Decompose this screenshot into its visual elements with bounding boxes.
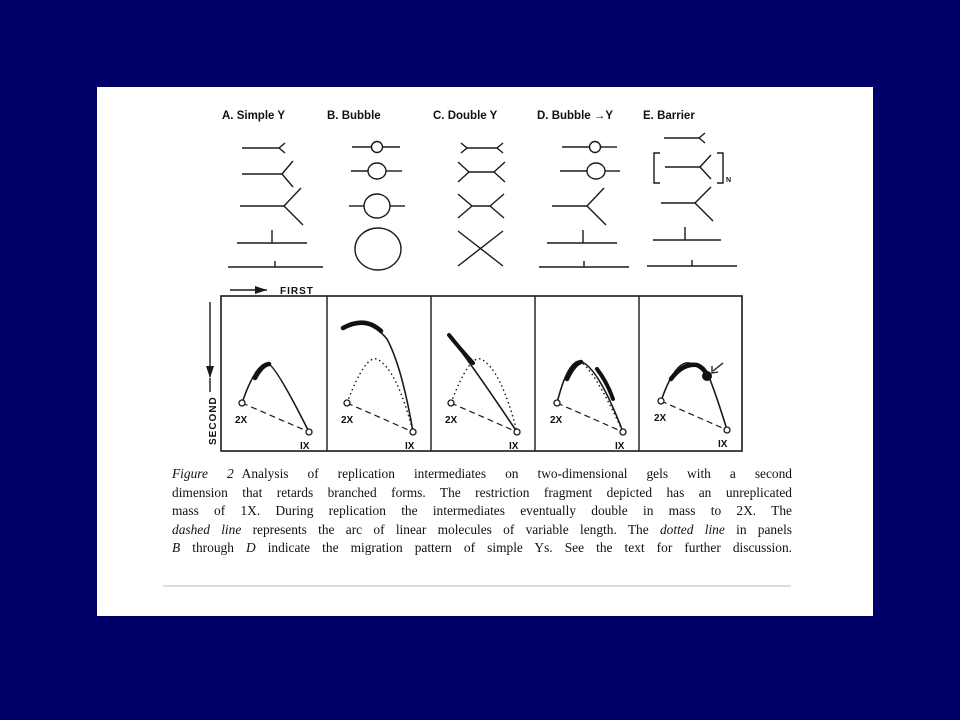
caption-line-4: dashed line represents the arc of linear molecules of variable length. The dotted line in panels xyxy=(172,521,792,537)
gel-panel-e xyxy=(658,363,730,433)
gel-e-2x-label: 2X xyxy=(654,413,667,424)
caption-figure-label: Figure 2 xyxy=(172,466,234,481)
panel-title-a: A. Simple Y xyxy=(222,110,286,122)
double-y-molecules xyxy=(458,143,505,266)
bubble-to-y-molecules xyxy=(539,142,629,268)
gel-c-2x-label: 2X xyxy=(445,415,458,426)
figure-caption xyxy=(172,465,792,558)
first-axis-label: FIRST xyxy=(280,286,314,297)
gel-a-2x-label: 2X xyxy=(235,415,248,426)
gel-e-1x-label: IX xyxy=(718,439,728,450)
panel-title-c: C. Double Y xyxy=(433,110,498,122)
gel-panel-a xyxy=(239,363,312,435)
figure-page xyxy=(97,87,873,616)
gel-d-2x-label: 2X xyxy=(550,415,563,426)
gel-b-2x-label: 2X xyxy=(341,415,354,426)
panel-title-b: B. Bubble xyxy=(327,110,381,122)
gel-c-1x-label: IX xyxy=(509,441,519,452)
caption-line-1: Figure 2 Analysis of replication intermediates on two-dimensional gels with a second xyxy=(172,466,792,481)
gel-d-1x-label: IX xyxy=(615,441,625,452)
first-dimension-arrow xyxy=(230,286,267,294)
gel-panel-d xyxy=(554,361,626,435)
barrier-molecules xyxy=(647,133,737,266)
gel-a-1x-label: IX xyxy=(300,441,310,452)
second-dimension-arrow xyxy=(206,302,214,392)
caption-line-2: dimension that retards branched forms. The restriction fragment depicted has an unreplicated xyxy=(172,484,792,500)
panel-title-e: E. Barrier xyxy=(643,110,695,122)
simple-y-molecules xyxy=(228,143,323,267)
panel-title-d: D. Bubble →Y xyxy=(537,110,614,122)
gel-b-1x-label: IX xyxy=(405,441,415,452)
barrier-subscript: N xyxy=(726,177,732,184)
gel-panel-c xyxy=(448,335,520,435)
caption-line-5: B through D indicate the migration pattern of simple Ys. See the text for further discussion. xyxy=(172,540,792,556)
caption-line-3: mass of 1X. During replication the intermediates eventually double in mass to 2X. The xyxy=(172,503,792,519)
bubble-molecules xyxy=(349,142,405,271)
second-axis-label: SECOND xyxy=(208,396,219,445)
